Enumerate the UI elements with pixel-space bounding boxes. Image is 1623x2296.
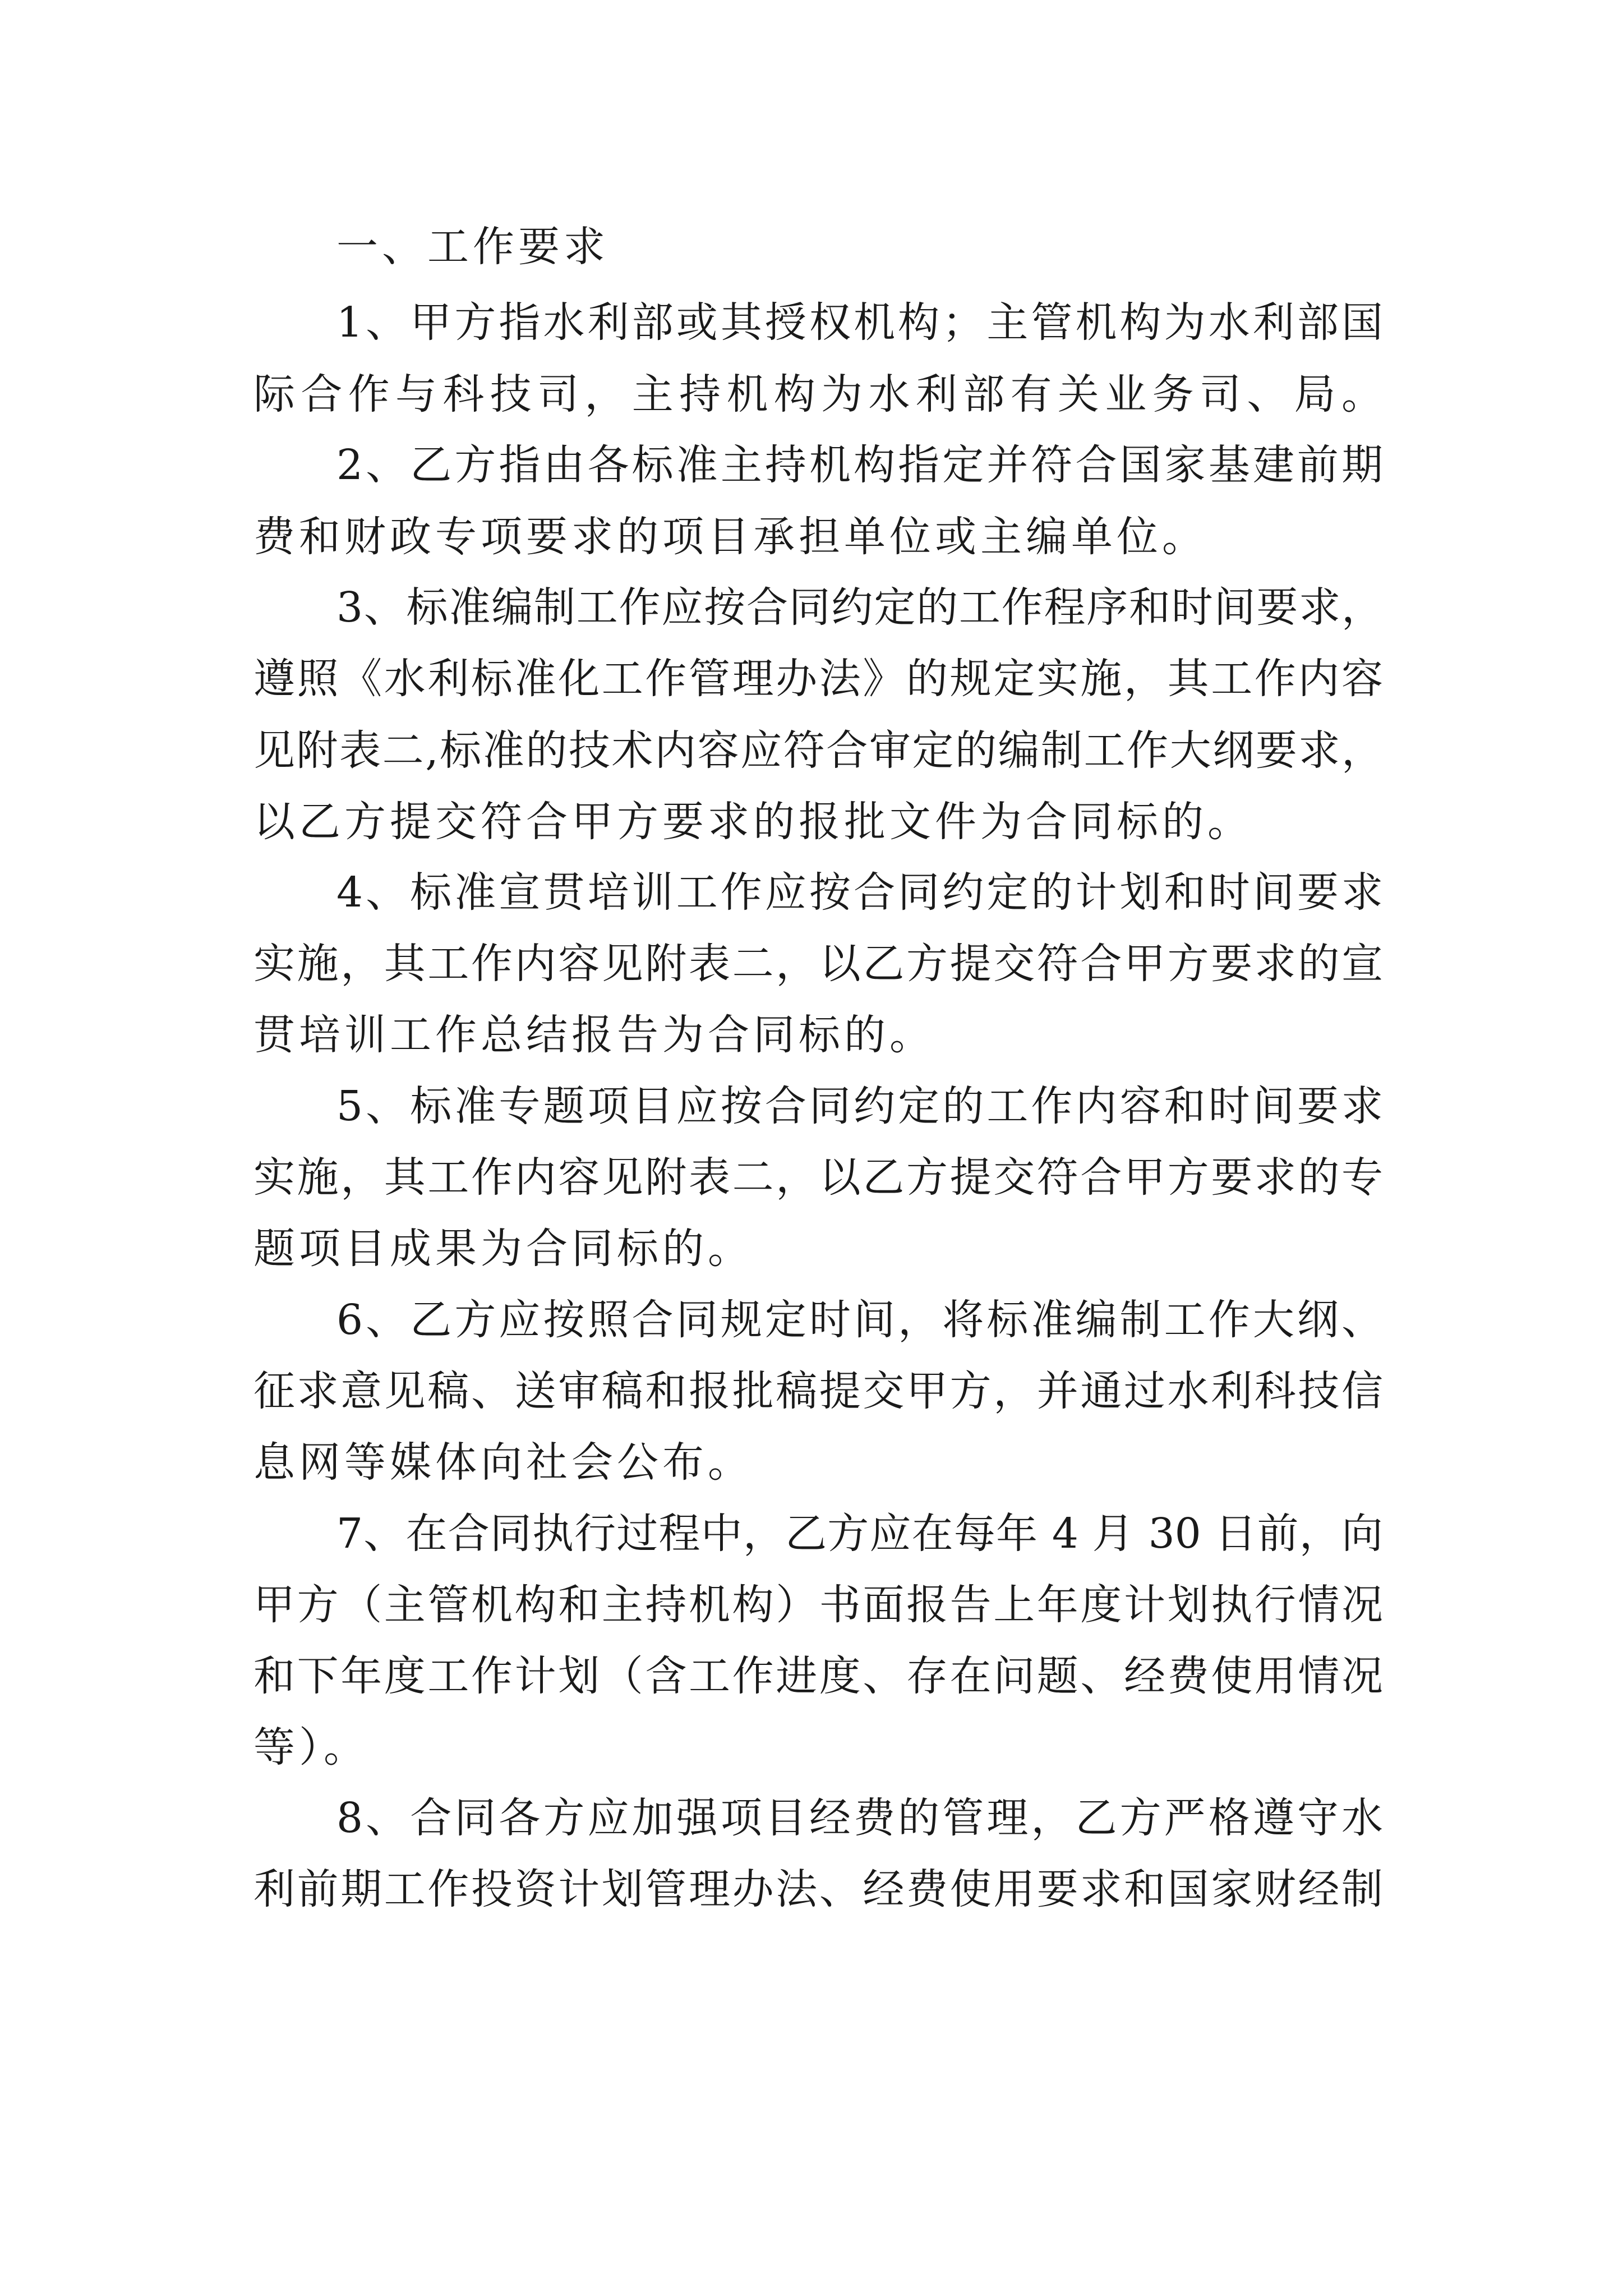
- paragraph-line: 和下年度工作计划（含工作进度、存在问题、经费使用情况: [253, 1652, 1383, 1700]
- paragraph-line: 以乙方提交符合甲方要求的报批文件为合同标的。: [253, 798, 1253, 846]
- paragraph-line: 1、甲方指水利部或其授权机构；主管机构为水利部国: [336, 298, 1383, 347]
- paragraph-line: 2、乙方指由各标准主持机构指定并符合国家基建前期: [336, 441, 1383, 489]
- paragraph-line: 8、合同各方应加强项目经费的管理，乙方严格遵守水: [336, 1794, 1383, 1842]
- paragraph-line: 贯培训工作总结报告为合同标的。: [253, 1011, 935, 1059]
- paragraph-line: 息网等媒体向社会公布。: [253, 1438, 753, 1487]
- paragraph-line: 甲方（主管机构和主持机构）书面报告上年度计划执行情况: [253, 1581, 1383, 1629]
- paragraph-line: 5、标准专题项目应按合同约定的工作内容和时间要求: [336, 1082, 1383, 1130]
- paragraph-line: 4、标准宣贯培训工作应按合同约定的计划和时间要求: [336, 868, 1383, 917]
- paragraph-line: 费和财政专项要求的项目承担单位或主编单位。: [253, 513, 1207, 561]
- paragraph-line: 等）。: [253, 1723, 369, 1772]
- paragraph-line: 7、在合同执行过程中，乙方应在每年 4 月 30 日前，向: [336, 1510, 1383, 1558]
- paragraph-line: 6、乙方应按照合同规定时间，将标准编制工作大纲、: [336, 1296, 1383, 1344]
- paragraph-line: 利前期工作投资计划管理办法、经费使用要求和国家财经制: [253, 1865, 1383, 1913]
- paragraph-line: 题项目成果为合同标的。: [253, 1225, 753, 1273]
- section-heading: 一、工作要求: [336, 223, 609, 271]
- paragraph-line: 实施，其工作内容见附表二，以乙方提交符合甲方要求的专: [253, 1153, 1383, 1202]
- paragraph-line: 征求意见稿、送审稿和报批稿提交甲方，并通过水利科技信: [253, 1367, 1383, 1415]
- paragraph-line: 遵照《水利标准化工作管理办法》的规定实施，其工作内容: [253, 655, 1383, 703]
- paragraph-line: 见附表二,标准的技术内容应符合审定的编制工作大纲要求，: [253, 726, 1383, 775]
- paragraph-line: 际合作与科技司，主持机构为水利部有关业务司、局。: [253, 370, 1383, 418]
- paragraph-line: 实施，其工作内容见附表二，以乙方提交符合甲方要求的宣: [253, 940, 1383, 988]
- paragraph-line: 3、标准编制工作应按合同约定的工作程序和时间要求，: [336, 583, 1383, 632]
